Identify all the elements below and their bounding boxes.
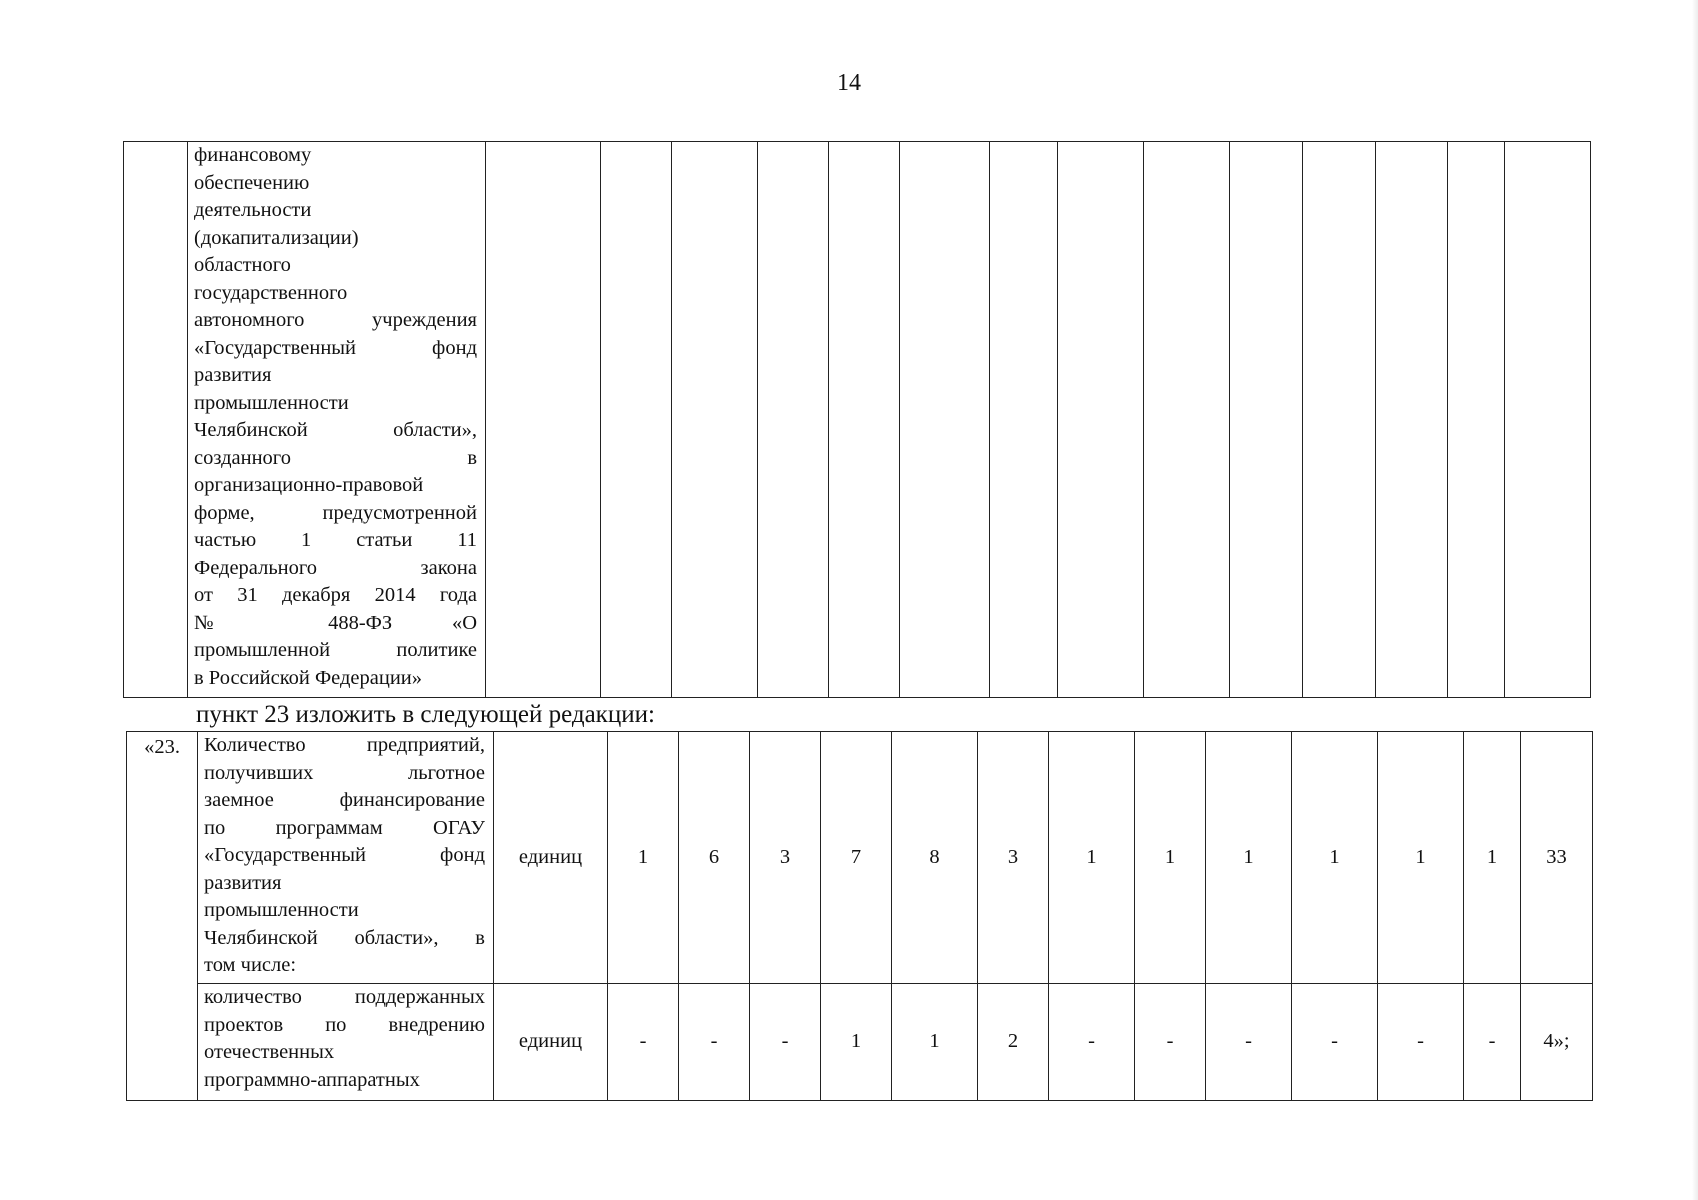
table-row <box>127 984 1593 1101</box>
description-cell <box>188 142 486 698</box>
value-cell: 1 <box>1378 732 1464 984</box>
value-cell <box>1376 142 1448 698</box>
unit-cell: единиц <box>494 984 608 1101</box>
indicator-table-item-23 <box>126 731 1593 1101</box>
value-cell: 7 <box>821 732 892 984</box>
text-line: государственного <box>194 281 348 304</box>
text-line: № 488-ФЗ «О <box>194 611 477 634</box>
text-line: областного <box>194 254 291 276</box>
text-line: получивших льготное <box>204 761 485 784</box>
value-cell: 3 <box>750 732 821 984</box>
unit-cell <box>486 142 601 698</box>
text-line: (докапитализации) <box>194 226 359 249</box>
text-line: частью 1 статьи 11 <box>194 529 477 551</box>
value-cell: 1 <box>1135 732 1206 984</box>
value-cell: 1 <box>821 984 892 1101</box>
text-line: Челябинской области», <box>194 419 477 441</box>
value-cell: - <box>1378 984 1464 1101</box>
text-line: развития <box>194 364 272 386</box>
description-cell <box>198 984 494 1101</box>
value-cell: - <box>1292 984 1378 1101</box>
unit-cell: единиц <box>494 732 608 984</box>
value-cell <box>1144 142 1230 698</box>
text-line: Количество предприятий, <box>204 734 485 756</box>
value-cell: 1 <box>1292 732 1378 984</box>
value-cell <box>758 142 829 698</box>
text-line: промышленности <box>194 391 349 414</box>
text-line: количество поддержанных <box>204 986 485 1008</box>
text-line: программно-аппаратных <box>204 1068 420 1091</box>
text-line: отечественных <box>204 1041 335 1063</box>
text-line: «Государственный фонд <box>194 336 477 359</box>
value-cell <box>1058 142 1144 698</box>
value-cell: 3 <box>978 732 1049 984</box>
value-cell: 1 <box>1049 732 1135 984</box>
value-cell <box>672 142 758 698</box>
value-cell <box>1303 142 1376 698</box>
value-cell: - <box>1464 984 1521 1101</box>
text-line: организационно-правовой <box>194 474 424 496</box>
index-cell <box>124 142 188 698</box>
index-cell: «23. <box>127 732 198 1101</box>
total-cell <box>1505 142 1591 698</box>
text-line: «Государственный фонд <box>204 844 485 866</box>
value-cell: - <box>608 984 679 1101</box>
text-line: промышленности <box>204 899 359 921</box>
text-line: заемное финансирование <box>204 789 485 811</box>
total-cell: 33 <box>1521 732 1593 984</box>
value-cell: 1 <box>892 984 978 1101</box>
total-cell: 4»; <box>1521 984 1593 1101</box>
value-cell <box>601 142 672 698</box>
text-line: Федерального закона <box>194 556 477 579</box>
value-cell: 8 <box>892 732 978 984</box>
value-cell <box>990 142 1058 698</box>
text-line: Челябинской области», в <box>204 926 485 949</box>
value-cell: 6 <box>679 732 750 984</box>
text-line: автономного учреждения <box>194 309 477 331</box>
description-text <box>198 732 493 980</box>
text-line: форме, предусмотренной <box>194 501 477 524</box>
value-cell <box>1448 142 1505 698</box>
text-line: по программам ОГАУ <box>204 816 485 839</box>
text-line: в Российской Федерации» <box>194 666 423 689</box>
description-cell <box>198 732 494 984</box>
value-cell: 2 <box>978 984 1049 1101</box>
description-text <box>188 142 485 692</box>
value-cell: 1 <box>1206 732 1292 984</box>
value-cell: - <box>1049 984 1135 1101</box>
table-row <box>127 732 1593 984</box>
value-cell: - <box>679 984 750 1101</box>
text-line: деятельности <box>194 199 312 221</box>
scan-edge-shadow <box>1692 0 1698 1200</box>
value-cell: - <box>1206 984 1292 1101</box>
value-cell <box>1230 142 1303 698</box>
page-number: 14 <box>837 70 861 96</box>
value-cell <box>829 142 900 698</box>
text-line: от 31 декабря 2014 года <box>194 584 477 606</box>
text-line: обеспечению <box>194 171 310 194</box>
text-line: развития <box>204 871 282 894</box>
text-line: промышленной политике <box>194 639 477 661</box>
description-text <box>198 984 493 1094</box>
text-line: созданного в <box>194 446 477 469</box>
value-cell: - <box>750 984 821 1101</box>
table-row <box>124 142 1591 698</box>
text-line: проектов по внедрению <box>204 1013 485 1036</box>
value-cell: 1 <box>608 732 679 984</box>
text-line: том числе: <box>204 954 297 976</box>
value-cell: - <box>1135 984 1206 1101</box>
amendment-caption: пункт 23 изложить в следующей редакции: <box>196 701 655 728</box>
value-cell: 1 <box>1464 732 1521 984</box>
text-line: финансовому <box>194 144 312 166</box>
value-cell <box>900 142 990 698</box>
indicator-table-continuation <box>123 141 1591 698</box>
